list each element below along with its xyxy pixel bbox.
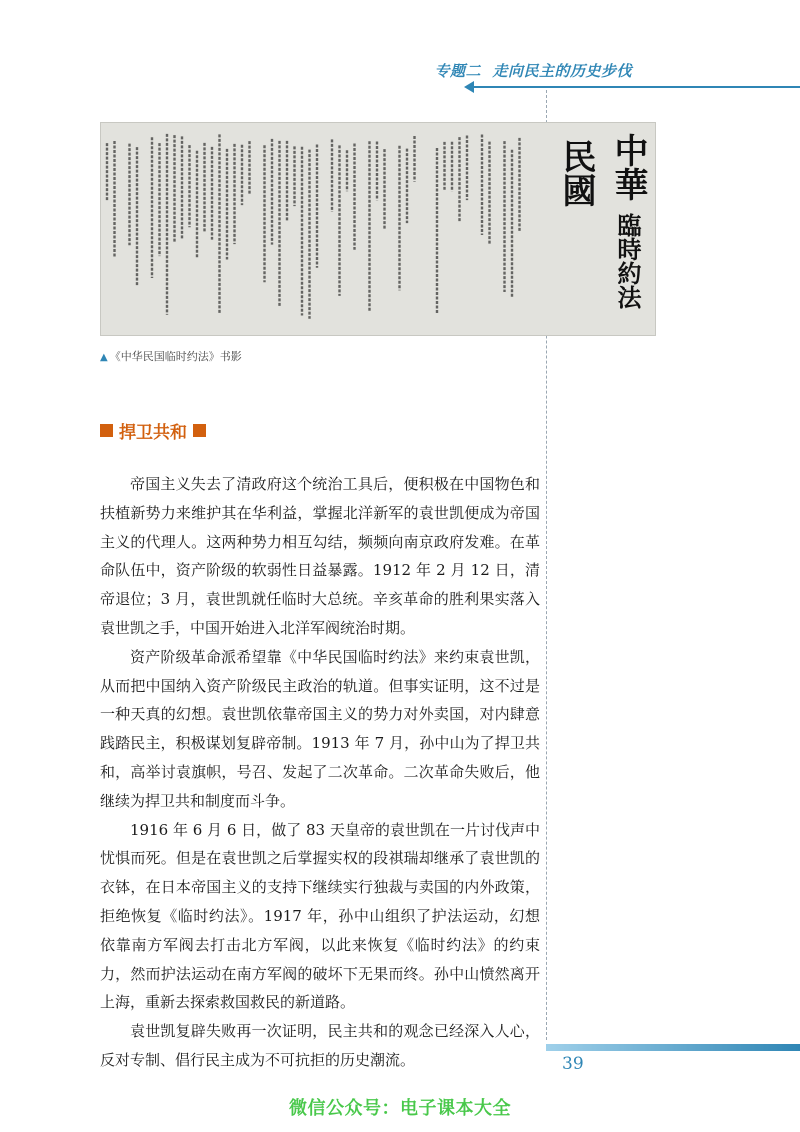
cover-title-col-2: 民國 (556, 139, 596, 207)
paragraph: 资产阶级革命派希望靠《中华民国临时约法》来约束袁世凯，从而把中国纳入资产阶级民主政治的轨道。但事实证明，这不过是一种天真的幻想。袁世凯依靠帝国主义的势力对外卖国，对内肆意践踏民主，积极谋划复辟帝制。1913 年 7 月，孙中山为了捍卫共和，高举讨袁旗帜，号召、发起了二次革命。二次革命失败后，他继续为捍卫共和制度而斗争。 (100, 647, 540, 810)
page-number: 39 (562, 1054, 584, 1074)
cover-title (553, 129, 653, 329)
section-heading-text: 捍卫共和 (119, 423, 187, 443)
chapter-title (435, 60, 632, 81)
body-text (100, 470, 540, 1075)
heading-square-icon (100, 424, 113, 437)
cover-title-col-1: 中華 (608, 133, 648, 201)
figure-constitution-photo (100, 122, 656, 336)
cover-title-col-3: 臨時約法 (613, 213, 642, 309)
paragraph: 帝国主义失去了清政府这个统治工具后，便积极在中国物色和扶植新势力来维护其在华利益，掌握北洋新军的袁世凯便成为帝国主义的代理人。这两种势力相互勾结，频频向南京政府发难。在革命队伍中，资产阶级的软弱性日益暴露。1912 年 2 月 12 日，清帝退位；3 月，袁世凯就任临时大总统。辛亥革命的胜利果实落入袁世凯之手，中国开始进入北洋军阀统治时期。 (100, 475, 540, 637)
chapter-header (434, 58, 800, 88)
caption-text: 《中华民国临时约法》书影 (109, 350, 242, 363)
chapter-title-text: 走向民主的历史步伐 (492, 62, 632, 80)
paragraph: 袁世凯复辟失败再一次证明，民主共和的观念已经深入人心，反对专制、倡行民主成为不可抗拒的历史潮流。 (100, 1022, 540, 1069)
section-heading (100, 418, 206, 443)
watermark: 微信公众号：电子课本大全 (289, 1098, 511, 1119)
document-text-image (101, 123, 541, 335)
figure-caption (100, 348, 242, 364)
heading-square-icon (193, 424, 206, 437)
caption-triangle-icon: ▲ (100, 352, 108, 363)
header-rule (470, 86, 800, 88)
header-arrow-icon (464, 81, 474, 93)
paragraph: 1916 年 6 月 6 日，做了 83 天皇帝的袁世凯在一片讨伐声中忧惧而死。但是在袁世凯之后掌握实权的段祺瑞却继承了袁世凯的衣钵，在日本帝国主义的支持下继续实行独裁与卖国的内外政策，拒绝恢复《临时约法》。1917 年，孙中山组织了护法运动，幻想依靠南方军阀去打击北方军阀，以此来恢复《临时约法》的约束力，然而护法运动在南方军阀的破坏下无果而终。孙中山愤然离开上海，重新去探索救国救民的新道路。 (100, 820, 540, 1012)
footer-bar (546, 1044, 800, 1051)
chapter-label: 专题二 (434, 62, 482, 80)
